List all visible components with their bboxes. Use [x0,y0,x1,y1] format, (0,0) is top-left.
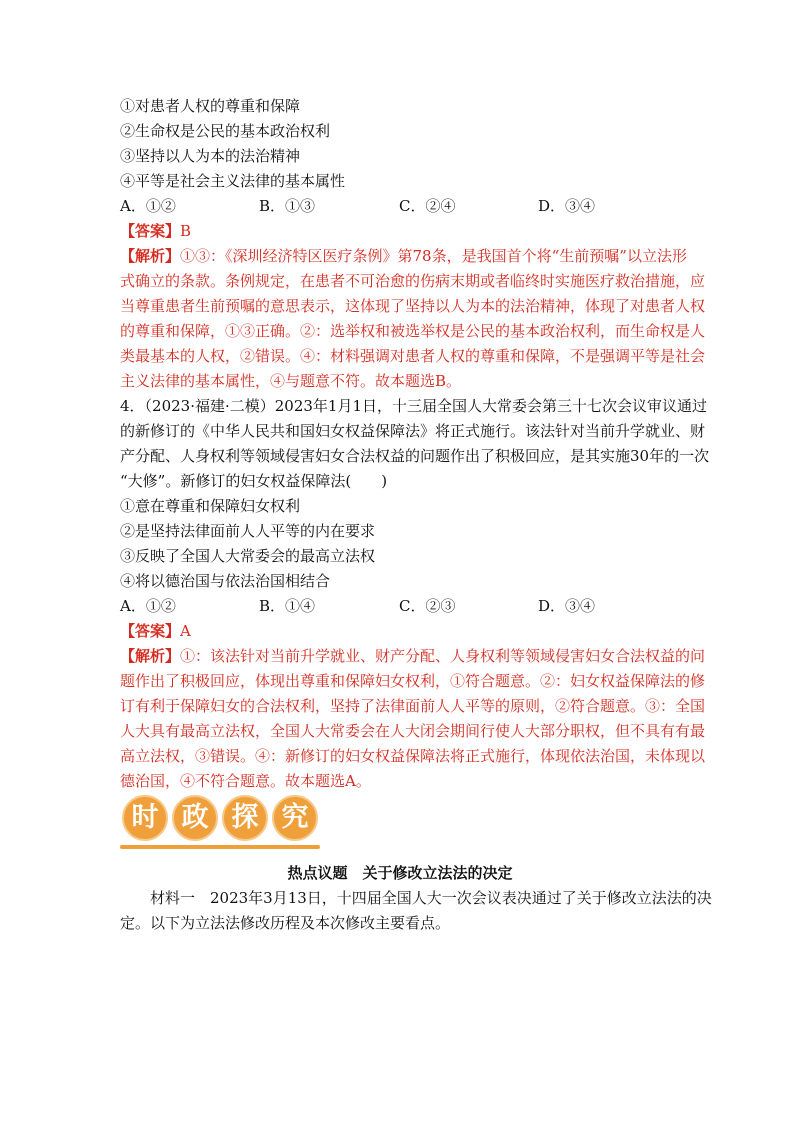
section-badge [120,793,320,855]
q3-analysis-line-3: 当尊重患者生前预嘱的意思表示，这体现了坚持以人为本的法治精神，体现了对患者人权 [120,297,706,315]
material-line-1: 材料一 2023年3月13日，十四届全国人大一次会议表决通过了关于修改立法法的决 [120,889,712,907]
q3-analysis-line-1 [120,246,687,266]
material-line-2: 定。以下为立法法修改历程及本次修改主要看点。 [120,914,451,932]
q4-stem-line-1: 4．（2023·福建·二模）2023年1月1日，十三届全国人大常委会第三十七次会议审议通过 [120,397,708,415]
q4-statement-1: ①意在尊重和保障妇女权利 [120,497,301,515]
q4-stem-line-2: 的新修订的《中华人民共和国妇女权益保障法》将正式施行。该法针对当前升学就业、财 [120,422,706,440]
q3-analysis-line-4: 的尊重和保障，①③正确。②：选举权和被选举权是公民的基本政治权利，而生命权是人 [120,322,706,340]
q4-analysis-tag: 【解析】 [120,647,181,665]
q3-option-a: A．①② [120,197,176,215]
q3-answer-value: B [180,222,192,240]
q4-statement-2: ②是坚持法律面前人人平等的内在要求 [120,522,376,540]
q4-answer [120,621,191,641]
q3-statement-1: ①对患者人权的尊重和保障 [120,97,301,115]
topic-heading: 热点议题 关于修改立法法的决定 [287,864,513,882]
q3-analysis-tag: 【解析】 [120,247,181,265]
q3-analysis-text: ①③：《深圳经济特区医疗条例》第78条，是我国首个将“生前预嘱”以立法形 [180,247,687,265]
q3-analysis-line-5: 类最基本的人权，②错误。④：材料强调对患者人权的尊重和保障，不是强调平等是社会 [120,347,706,365]
q4-analysis-line-3: 订有利于保障妇女的合法权利，坚持了法律面前人人平等的原则，②符合题意。③：全国 [120,697,706,715]
q4-stem-line-3: 产分配、人身权利等领域侵害妇女合法权益的问题作出了积极回应，是其实施30年的一次 [120,447,710,465]
q3-answer [120,221,191,241]
q4-statement-4: ④将以德治国与依法治国相结合 [120,572,331,590]
q3-analysis-line-6: 主义法律的基本属性，④与题意不符。故本题选B。 [120,372,462,390]
q3-analysis-line-2: 式确立的条款。条例规定，在患者不可治愈的伤病末期或者临终时实施医疗救治措施，应 [120,272,706,290]
q4-option-b: B．①④ [259,597,316,615]
q4-option-d: D．③④ [538,597,596,615]
q3-statement-2: ②生命权是公民的基本政治权利 [120,122,331,140]
q4-answer-value: A [180,622,191,640]
q4-analysis-line-1 [120,646,705,666]
badge-char-3: 探 [222,795,268,841]
q3-option-c: C．②④ [399,197,456,215]
q3-option-b: B．①③ [259,197,316,215]
badge-char-2: 政 [172,795,218,841]
badge-underline [120,845,320,849]
q4-option-c: C．②③ [399,597,456,615]
q3-answer-tag: 【答案】 [120,222,181,240]
badge-char-1: 时 [122,795,168,841]
q4-analysis-line-6: 德治国，④不符合题意。故本题选A。 [120,772,371,790]
q4-analysis-line-2: 题作出了积极回应，体现出尊重和保障妇女权利，①符合题意。②：妇女权益保障法的修 [120,672,706,690]
q4-answer-tag: 【答案】 [120,622,181,640]
q4-analysis-line-4: 人大具有最高立法权，全国人大常委会在人大闭会期间行使人大部分职权，但不具有有最 [120,722,706,740]
q4-option-a: A．①② [120,597,176,615]
q4-analysis-line-5: 高立法权，③错误。④：新修订的妇女权益保障法将正式施行，体现依法治国，未体现以 [120,747,706,765]
q3-statement-3: ③坚持以人为本的法治精神 [120,147,301,165]
q4-statement-3: ③反映了全国人大常委会的最高立法权 [120,547,376,565]
q3-statement-4: ④平等是社会主义法律的基本属性 [120,172,346,190]
q4-stem-line-4: “大修”。新修订的妇女权益保障法( ) [120,472,388,490]
q4-analysis-text: ①：该法针对当前升学就业、财产分配、人身权利等领域侵害妇女合法权益的问 [180,647,706,665]
badge-char-4: 究 [272,795,318,841]
q3-option-d: D．③④ [538,197,596,215]
